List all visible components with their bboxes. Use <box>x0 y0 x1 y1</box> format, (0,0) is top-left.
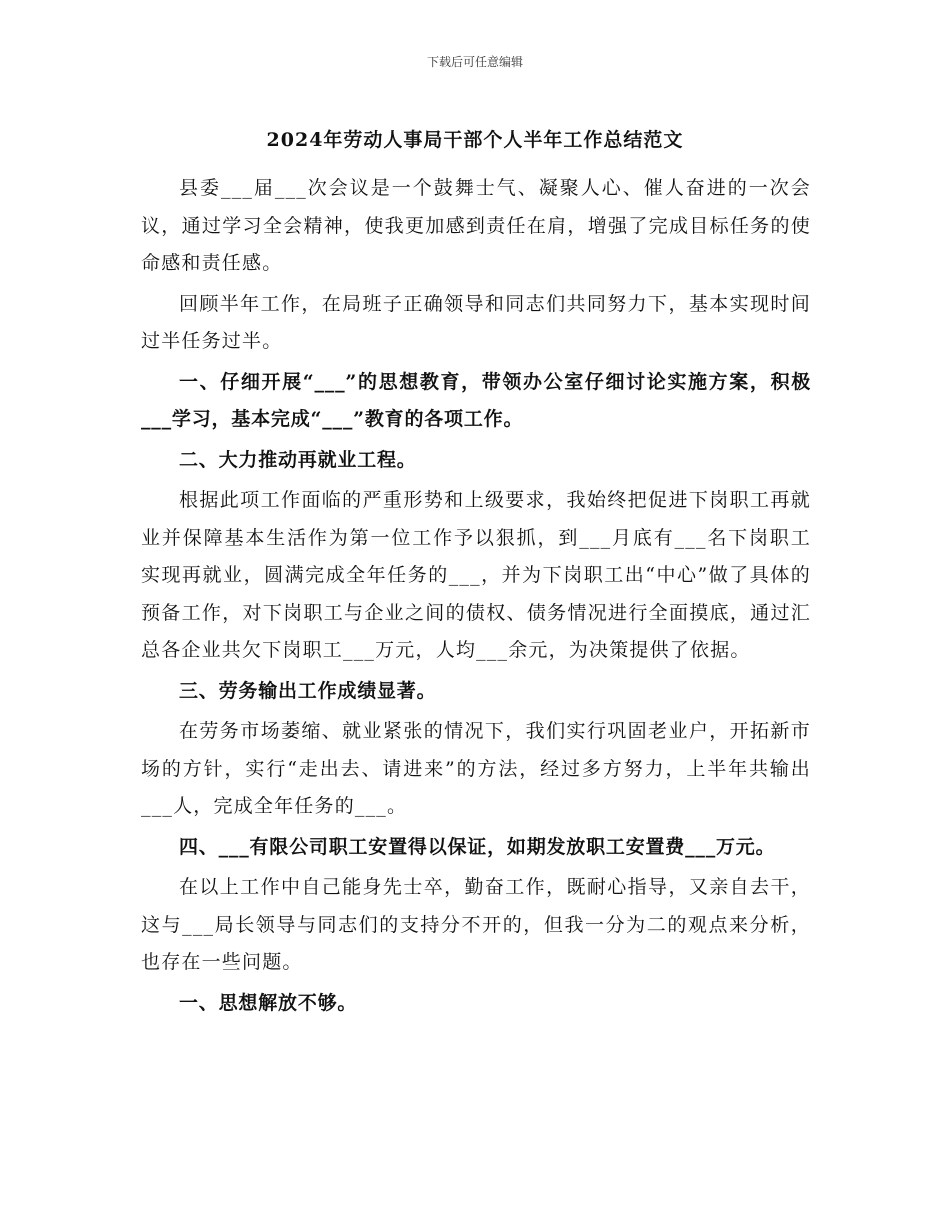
document-body <box>141 170 811 1025</box>
heading-education: 一、仔细开展“___”的思想教育，带领办公室仔细讨论实施方案，积极___学习，基本完成“___”教育的各项工作。 <box>141 370 811 430</box>
document-title: 2024年劳动人事局干部个人半年工作总结范文 <box>266 129 684 151</box>
heading-labor-export: 三、劳务输出工作成绩显著。 <box>179 679 437 702</box>
paragraph-self-assessment: 在以上工作中自己能身先士卒，勤奋工作，既耐心指导，又亲自去干，这与___局长领导与同志们的支持分不开的，但我一分为二的观点来分析，也存在一些问题。 <box>141 876 811 973</box>
heading-problem-thinking: 一、思想解放不够。 <box>179 991 358 1014</box>
paragraph-reemployment: 根据此项工作面临的严重形势和上级要求，我始终把促进下岗职工再就业并保障基本生活作为第一位工作予以狠抓，到___月底有___名下岗职工实现再就业，圆满完成全年任务的___，并为下岗职工出“中心”做了具体的预备工作，对下岗职工与企业之间的债权、债务情况进行全面摸底，通过汇总各企业共欠下岗职工___万元，人均___余元，为决策提供了依据。 <box>141 489 811 661</box>
paragraph-meeting: 县委___届___次会议是一个鼓舞士气、凝聚人心、催人奋进的一次会议，通过学习全会精神，使我更加感到责任在肩，增强了完成目标任务的使命感和责任感。 <box>141 177 811 274</box>
paragraph-review: 回顾半年工作，在局班子正确领导和同志们共同努力下，基本实现时间过半任务过半。 <box>141 292 811 352</box>
download-note: 下载后可任意编辑 <box>426 55 523 69</box>
heading-reemployment: 二、大力推动再就业工程。 <box>179 448 417 471</box>
paragraph-labor-export: 在劳务市场萎缩、就业紧张的情况下，我们实行巩固老业户，开拓新市场的方针，实行“走出去、请进来”的方法，经过多方努力，上半年共输出___人，完成全年任务的___。 <box>141 720 811 817</box>
heading-staff-placement: 四、___有限公司职工安置得以保证，如期发放职工安置费___万元。 <box>179 835 776 858</box>
